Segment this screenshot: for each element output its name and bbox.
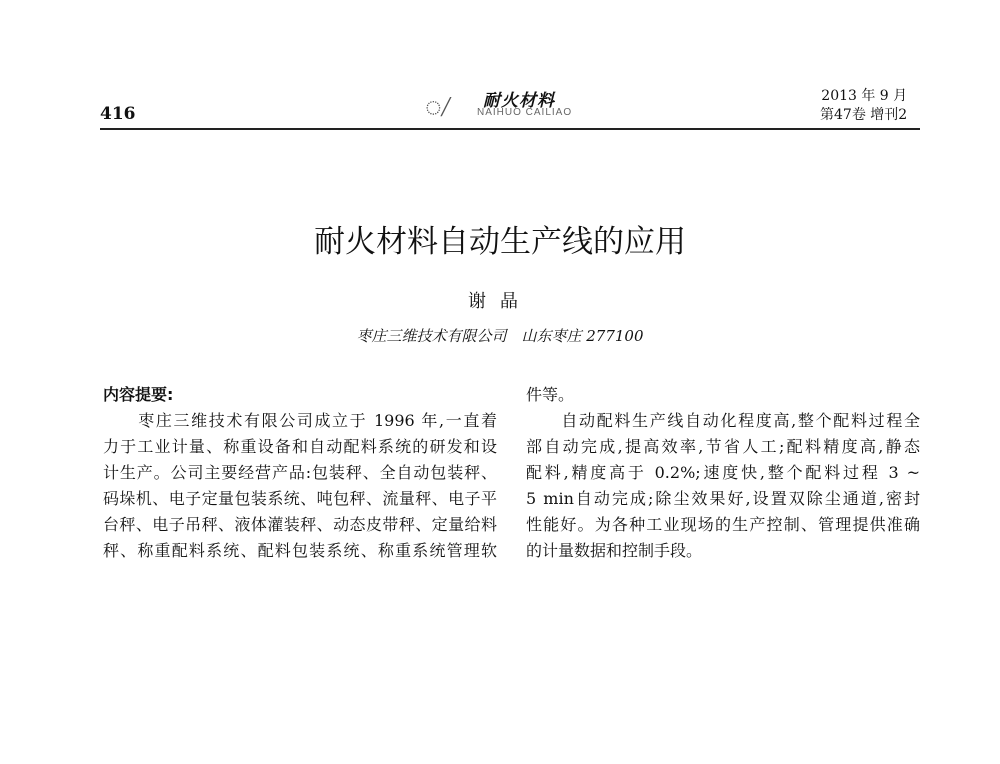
text-line: 部自动完成,提高效率,节省人工;配料精度高,静态 [526,437,920,456]
text-line: 码垛机、电子定量包装系统、吨包秤、流量秤、电子平 [103,489,497,508]
text-line: 件等。 [526,385,575,404]
journal-name-en: NAIHUO CAILIAO [477,107,573,118]
text-line: 配料,精度高于 0.2%;速度快,整个配料过程 3 ~ [526,463,920,482]
issue-info [820,87,907,125]
issue-date: 2013 年 9 月 [821,88,908,104]
left-column [103,382,497,564]
text-line: 5 min自动完成;除尘效果好,设置双除尘通道,密封 [526,489,920,508]
abstract-heading: 内容提要: [103,385,174,404]
author-affiliation: 枣庄三维技术有限公司 山东枣庄 277100 [356,327,644,345]
text-line: 力于工业计量、称重设备和自动配料系统的研发和设 [103,437,497,456]
journal-logo [425,86,595,126]
text-line: 枣庄三维技术有限公司成立于 1996 年,一直着 [103,411,497,430]
article-title: 耐火材料自动生产线的应用 [314,224,686,260]
right-column [526,382,920,564]
text-line: 性能好。为各种工业现场的生产控制、管理提供准确 [526,515,920,534]
article-author: 谢晶 [468,291,532,312]
logo-mark-icon: ◌/ [425,92,450,123]
text-line: 自动配料生产线自动化程度高,整个配料过程全 [526,411,920,430]
journal-name-cn: 耐火材料 [483,91,555,111]
text-line: 台秤、电子吊秤、液体灌装秤、动态皮带秤、定量给料 [103,515,497,534]
page-number: 416 [100,104,136,124]
issue-volume: 第47卷 增刊2 [820,107,908,123]
text-line: 秤、称重配料系统、配料包装系统、称重系统管理软 [103,541,497,560]
text-line: 计生产。公司主要经营产品:包装秤、全自动包装秤、 [103,463,497,482]
text-line: 的计量数据和控制手段。 [526,541,703,560]
header-rule [100,128,920,130]
